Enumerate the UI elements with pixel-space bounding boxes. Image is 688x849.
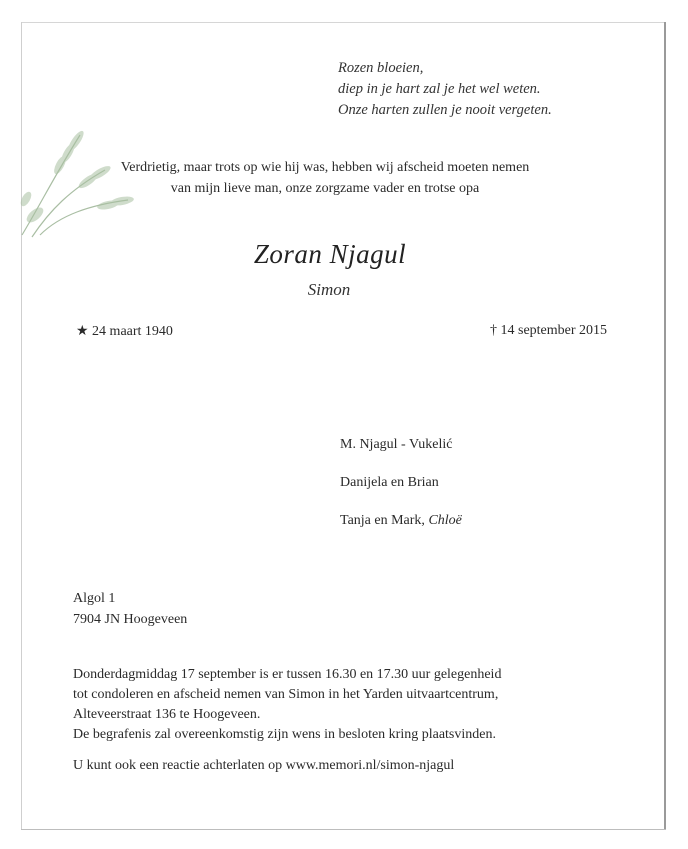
poem-line: Rozen bloeien, — [338, 60, 424, 76]
card-border-top — [21, 22, 666, 23]
address-street: Algol 1 — [73, 591, 116, 606]
deceased-name: Zoran Njagul — [253, 239, 407, 269]
death-date: † 14 september 2015 — [490, 323, 608, 338]
intro-line: van mijn lieve man, onze zorgzame vader en trotse opa — [170, 181, 480, 196]
intro-text — [90, 157, 560, 199]
family-member-names: Tanja en Mark, — [340, 513, 429, 528]
deceased-nickname: Simon — [307, 280, 351, 299]
info-line: Donderdagmiddag 17 september is er tussen 16.30 en 17.30 uur gelegenheid — [73, 667, 502, 682]
card-border-bottom — [21, 829, 666, 830]
grandchild-name: Chloë — [428, 513, 462, 528]
poem-line: Onze harten zullen je nooit vergeten. — [338, 102, 552, 118]
info-line: Alteveerstraat 136 te Hoogeveen. — [73, 707, 261, 722]
info-line: tot condoleren en afscheid nemen van Simon in het Yarden uitvaartcentrum, — [73, 687, 499, 702]
poem — [338, 58, 552, 121]
family-member — [340, 513, 462, 529]
card-border-right — [664, 22, 666, 830]
address-city: 7904 JN Hoogeveen — [73, 612, 188, 627]
funeral-info — [73, 665, 501, 745]
poem-line: diep in je hart zal je het wel weten. — [338, 81, 541, 97]
info-line: De begrafenis zal overeenkomstig zijn wens in besloten kring plaatsvinden. — [73, 727, 496, 742]
correspondence-address — [73, 588, 187, 630]
family-member: M. Njagul - Vukelić — [340, 437, 453, 452]
intro-line: Verdrietig, maar trots op wie hij was, hebben wij afscheid moeten nemen — [120, 160, 530, 175]
family-member: Danijela en Brian — [340, 475, 439, 490]
closing-note: U kunt ook een reactie achterlaten op www.memori.nl/simon-njagul — [73, 758, 455, 773]
birth-date: ★ 24 maart 1940 — [76, 324, 173, 339]
